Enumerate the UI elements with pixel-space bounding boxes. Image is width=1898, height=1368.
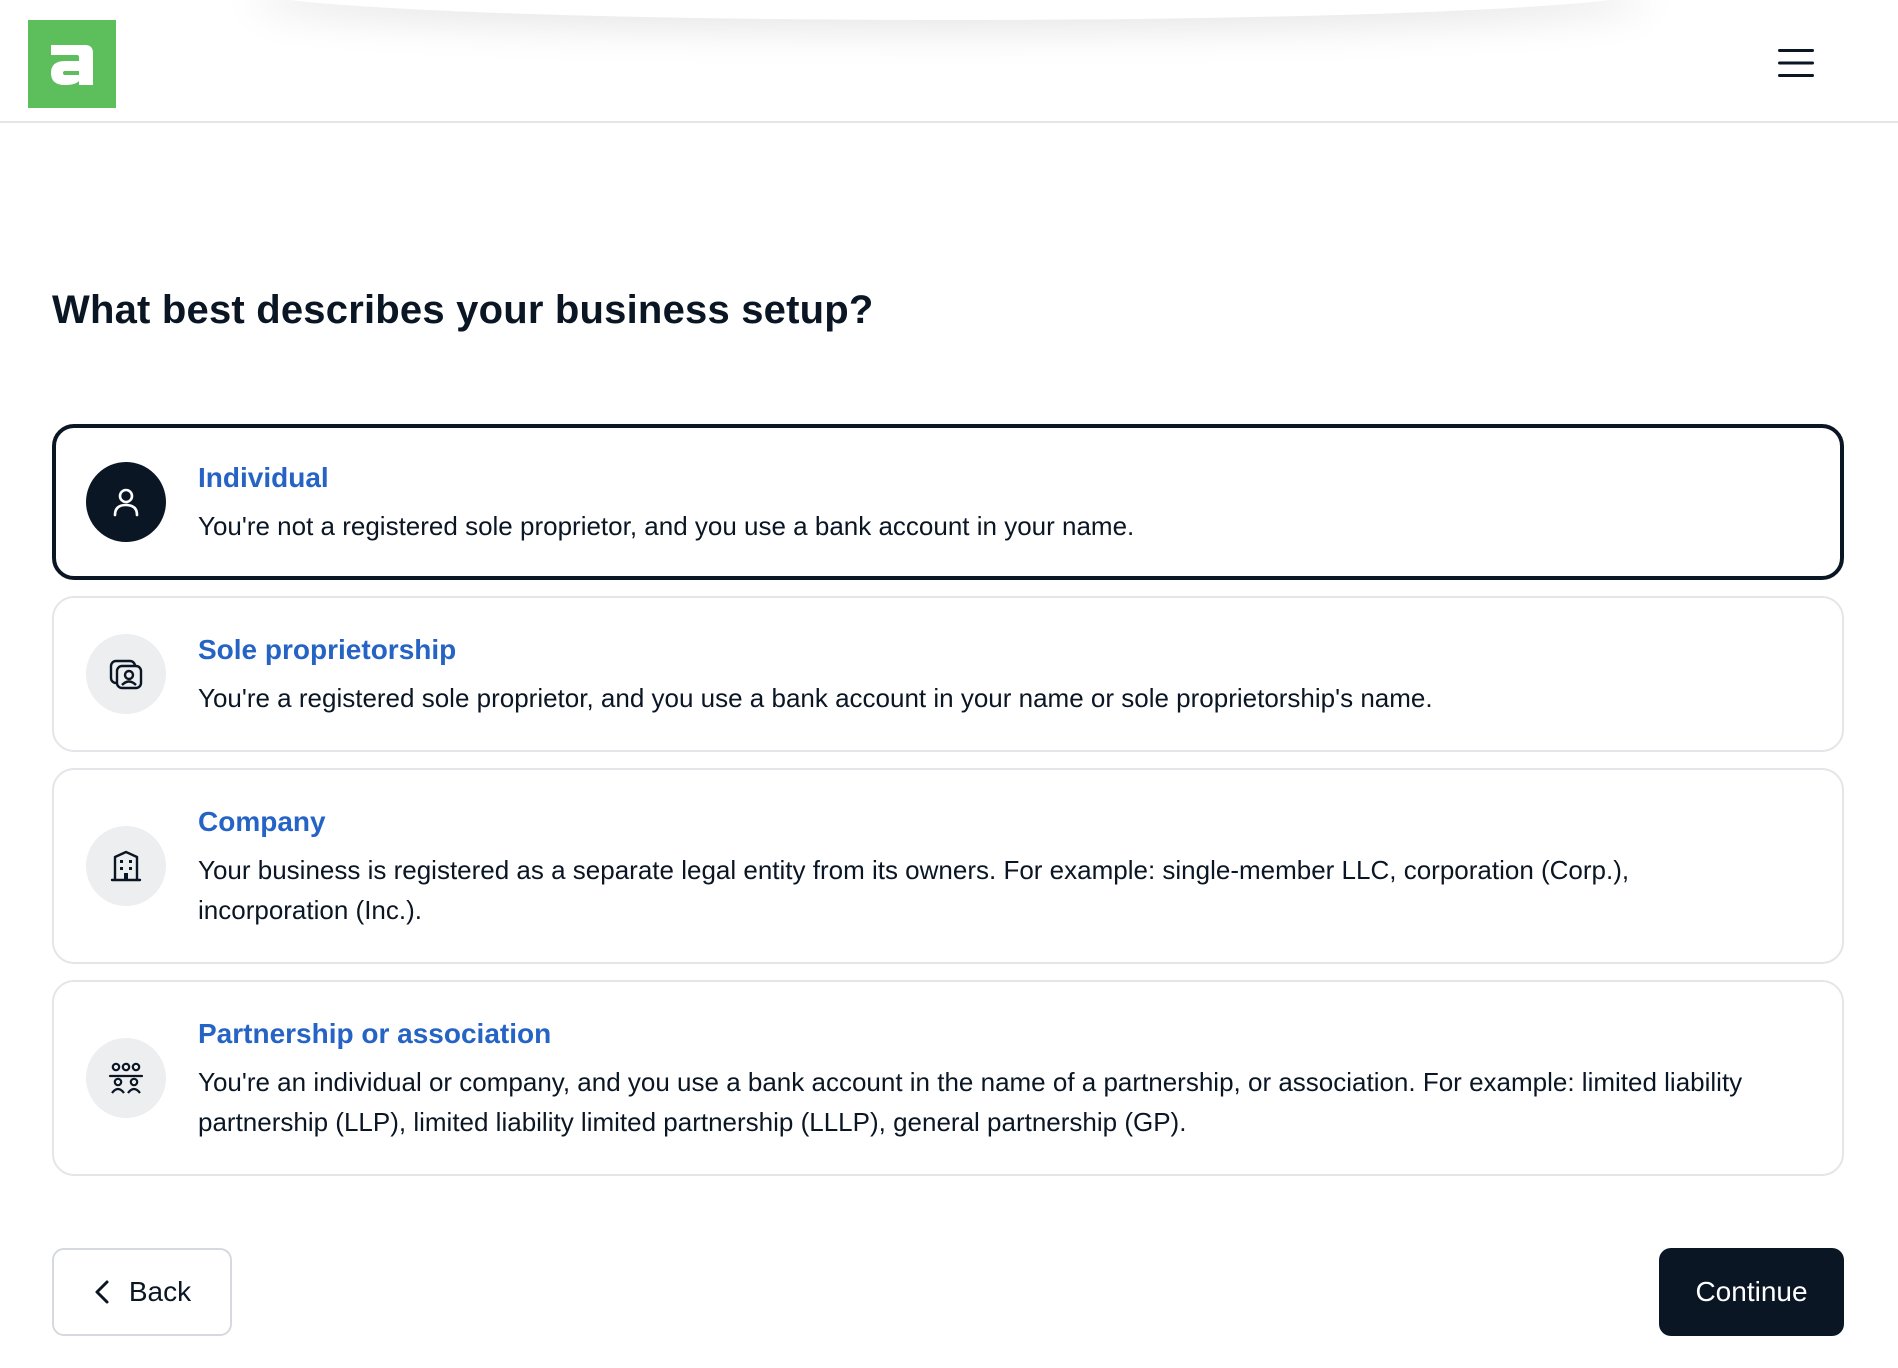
hamburger-menu-icon <box>1776 47 1816 79</box>
header-shadow <box>250 0 1650 20</box>
back-button[interactable] <box>52 1248 232 1336</box>
option-icon-circle <box>86 1038 166 1118</box>
person-icon <box>109 485 143 519</box>
option-sole-proprietorship[interactable] <box>52 596 1844 752</box>
group-icon <box>108 1061 144 1095</box>
option-description: You're a registered sole proprietor, and you use a bank account in your name or sole proprietorship's name. <box>198 683 1433 713</box>
option-title: Partnership or association <box>198 1018 552 1049</box>
logo-a-icon <box>43 35 101 93</box>
option-icon-circle <box>86 826 166 906</box>
continue-button[interactable]: Continue <box>1659 1248 1844 1336</box>
page-title: What best describes your business setup? <box>52 288 874 332</box>
id-badge-icon <box>108 656 144 692</box>
chevron-left-icon <box>93 1279 111 1305</box>
option-description: You're not a registered sole proprietor, and you use a bank account in your name. <box>198 511 1135 541</box>
option-title: Company <box>198 806 326 837</box>
option-description: You're an individual or company, and you use a bank account in the name of a partnership, or association. For example: limited liability partnership (LLP), limited liability limited partnership (LLLP), general partnership (GP). <box>198 1067 1743 1137</box>
hamburger-menu-button[interactable] <box>1760 38 1832 88</box>
option-title: Sole proprietorship <box>198 634 457 665</box>
option-icon-circle <box>86 634 166 714</box>
building-icon <box>109 849 143 883</box>
option-company[interactable] <box>52 768 1844 964</box>
option-partnership-association[interactable] <box>52 980 1844 1176</box>
top-header <box>0 0 1898 123</box>
back-button-label: Back <box>128 1276 192 1307</box>
option-title: Individual <box>198 462 329 493</box>
option-individual[interactable] <box>52 424 1844 580</box>
option-description: Your business is registered as a separate legal entity from its owners. For example: single-member LLC, corporation (Corp.), incorporation (Inc.). <box>198 855 1630 925</box>
option-icon-circle <box>86 462 166 542</box>
brand-logo[interactable] <box>28 20 116 108</box>
